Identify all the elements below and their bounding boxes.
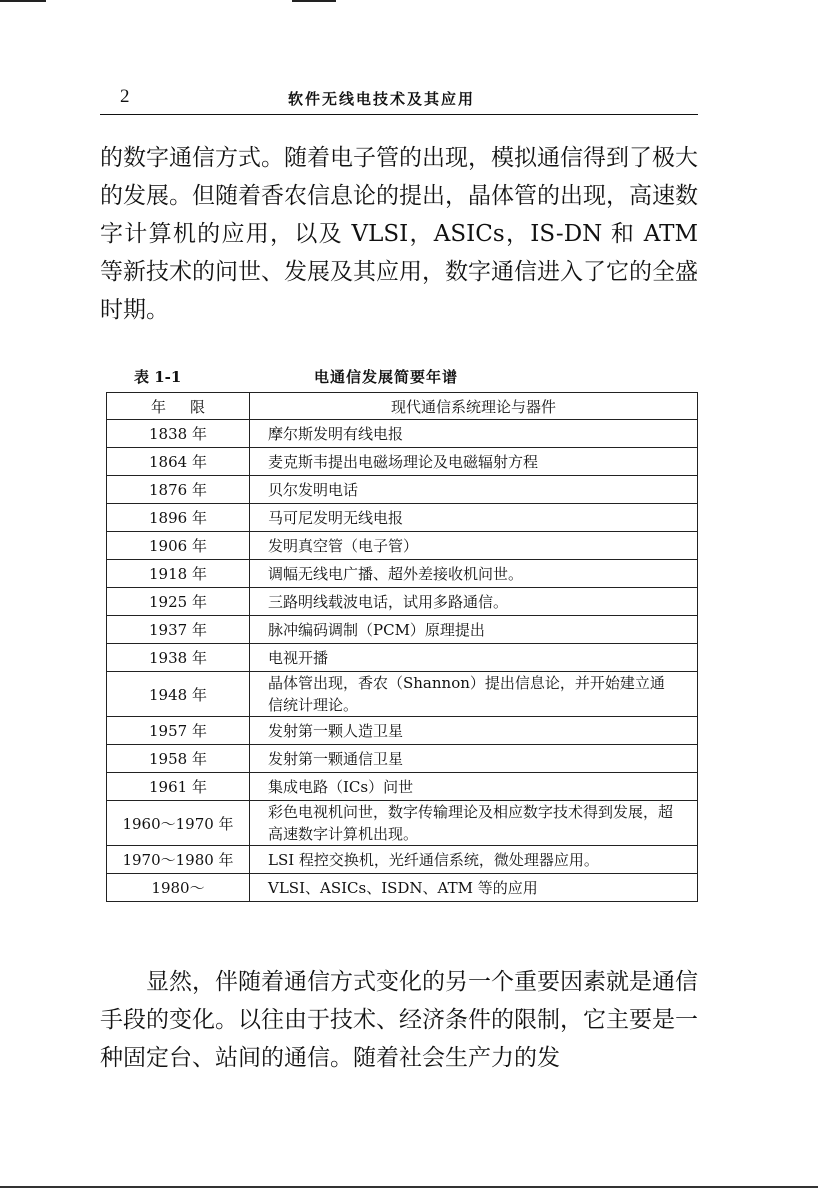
table-row	[107, 801, 698, 846]
column-header-event: 现代通信系统理论与器件	[250, 393, 698, 420]
year-cell: 1906 年	[107, 532, 250, 560]
event-cell: 电视开播	[250, 644, 698, 672]
table-caption	[100, 362, 698, 386]
event-cell: 发射第一颗通信卫星	[250, 745, 698, 773]
year-cell: 1958 年	[107, 745, 250, 773]
event-cell: 摩尔斯发明有线电报	[250, 420, 698, 448]
year-cell: 1876 年	[107, 476, 250, 504]
event-cell: 彩色电视机问世，数字传输理论及相应数字技术得到发展，超高速数字计算机出现。	[250, 801, 698, 846]
event-cell: 发射第一颗人造卫星	[250, 717, 698, 745]
event-cell: 马可尼发明无线电报	[250, 504, 698, 532]
page-number: 2	[120, 86, 130, 107]
table-row	[107, 717, 698, 745]
event-cell: 发明真空管（电子管）	[250, 532, 698, 560]
scan-artifact-bottom	[0, 1186, 818, 1188]
table-row	[107, 588, 698, 616]
table-row	[107, 773, 698, 801]
year-cell: 1937 年	[107, 616, 250, 644]
table-row	[107, 532, 698, 560]
table-row	[107, 672, 698, 717]
event-cell: 调幅无线电广播、超外差接收机问世。	[250, 560, 698, 588]
event-cell: 脉冲编码调制（PCM）原理提出	[250, 616, 698, 644]
event-cell: VLSI、ASICs、ISDN、ATM 等的应用	[250, 874, 698, 902]
paragraph-intro: 的数字通信方式。随着电子管的出现，模拟通信得到了极大的发展。但随着香农信息论的提出，晶体管的出现，高速数字计算机的应用，以及 VLSI，ASICs，IS-DN 和 ATM 等新技术的问世、发展及其应用，数字通信进入了它的全盛时期。	[100, 145, 698, 323]
year-cell: 1938 年	[107, 644, 250, 672]
table-row	[107, 616, 698, 644]
table-row	[107, 504, 698, 532]
page-header	[100, 84, 698, 115]
chronology-table	[106, 392, 698, 902]
year-cell: 1864 年	[107, 448, 250, 476]
scan-artifact-top	[0, 0, 818, 4]
table-number: 表 1-1	[134, 368, 182, 386]
year-cell: 1961 年	[107, 773, 250, 801]
event-cell: 晶体管出现，香农（Shannon）提出信息论，并开始建立通信统计理论。	[250, 672, 698, 717]
table-row	[107, 560, 698, 588]
event-cell: 麦克斯韦提出电磁场理论及电磁辐射方程	[250, 448, 698, 476]
table-body	[107, 420, 698, 902]
paragraph-continuation: 显然，伴随着通信方式变化的另一个重要因素就是通信手段的变化。以往由于技术、经济条件的限制，它主要是一种固定台、站间的通信。随着社会生产力的发	[100, 969, 698, 1071]
year-cell: 1838 年	[107, 420, 250, 448]
running-title: 软件无线电技术及其应用	[288, 90, 476, 108]
year-cell: 1925 年	[107, 588, 250, 616]
event-cell: LSI 程控交换机，光纤通信系统，微处理器应用。	[250, 846, 698, 874]
event-cell: 贝尔发明电话	[250, 476, 698, 504]
table-row	[107, 448, 698, 476]
table-row	[107, 420, 698, 448]
event-cell: 集成电路（ICs）问世	[250, 773, 698, 801]
table-row	[107, 476, 698, 504]
year-cell: 1970～1980 年	[107, 846, 250, 874]
year-cell: 1960～1970 年	[107, 801, 250, 846]
year-cell: 1980～	[107, 874, 250, 902]
table-header-row	[107, 393, 698, 420]
year-cell: 1896 年	[107, 504, 250, 532]
table-row	[107, 644, 698, 672]
table-row	[107, 874, 698, 902]
year-cell: 1948 年	[107, 672, 250, 717]
column-header-year: 年限	[107, 393, 250, 420]
year-cell: 1957 年	[107, 717, 250, 745]
year-cell: 1918 年	[107, 560, 250, 588]
table-row	[107, 745, 698, 773]
table-title: 电通信发展简要年谱	[314, 368, 459, 386]
table-row	[107, 846, 698, 874]
event-cell: 三路明线载波电话，试用多路通信。	[250, 588, 698, 616]
